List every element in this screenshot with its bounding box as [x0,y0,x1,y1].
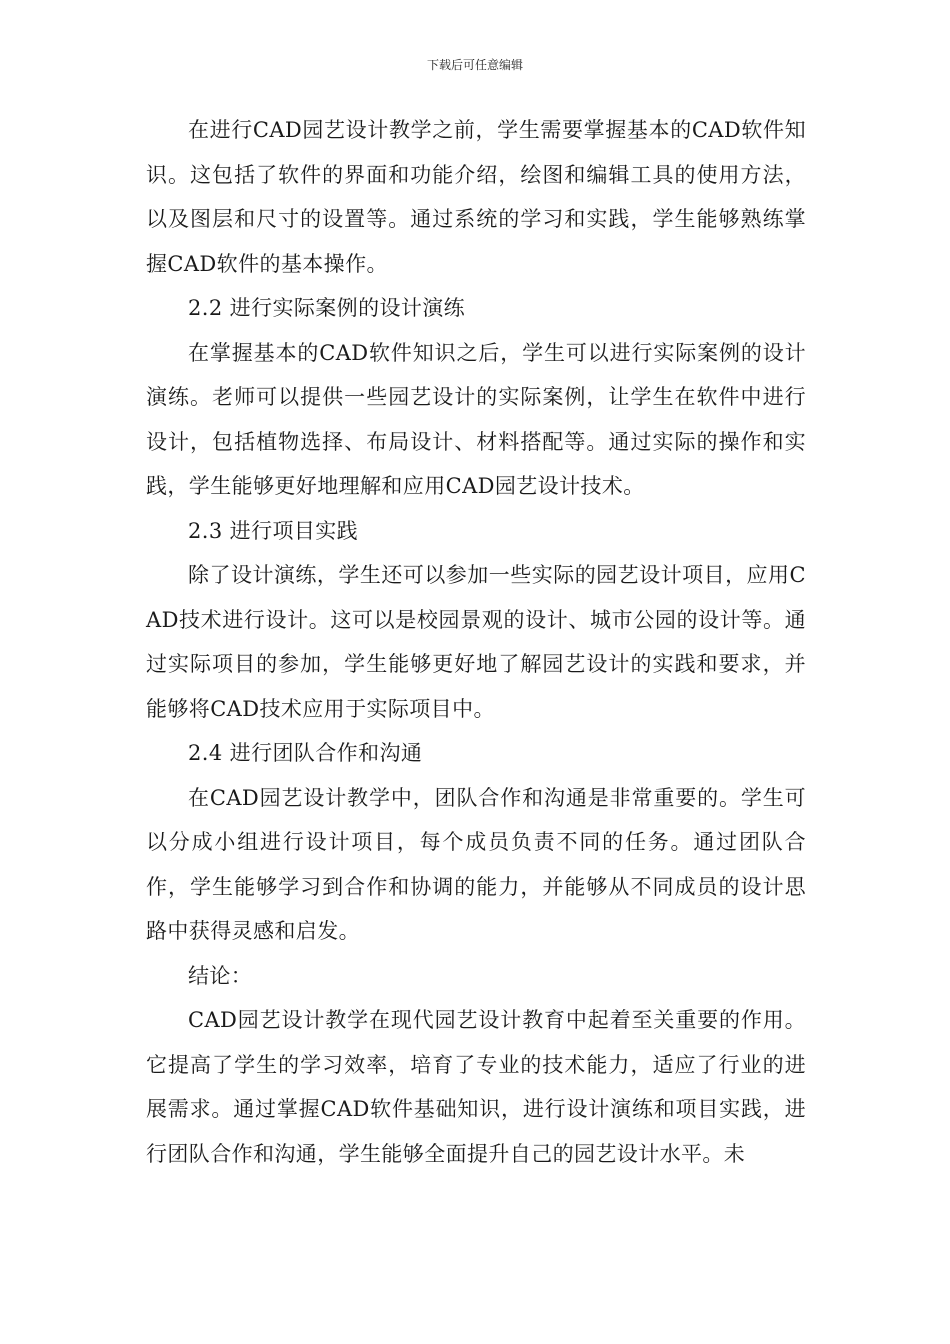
page-header: 下载后可任意编辑 [426,58,523,72]
conclusion-heading: 结论： [188,963,253,988]
paragraph-conclusion: CAD园艺设计教学在现代园艺设计教育中起着至关重要的作用。它提高了学生的学习效率，培育了专业的技术能力，适应了行业的进展需求。通过掌握CAD软件基础知识，进行设计演练和项目实践，进行团队合作和沟通，学生能够全面提升自己的园艺设计水平。未 [146,1008,806,1166]
section-heading-2-3: 2.3 进行项目实践 [188,518,359,543]
document-body [146,108,806,1176]
paragraph-teamwork: 在CAD园艺设计教学中，团队合作和沟通是非常重要的。学生可以分成小组进行设计项目，每个成员负责不同的任务。通过团队合作，学生能够学习到合作和协调的能力，并能够从不同成员的设计思路中获得灵感和启发。 [146,785,806,943]
paragraph-case-practice: 在掌握基本的CAD软件知识之后，学生可以进行实际案例的设计演练。老师可以提供一些园艺设计的实际案例，让学生在软件中进行设计，包括植物选择、布局设计、材料搭配等。通过实际的操作和实践，学生能够更好地理解和应用CAD园艺设计技术。 [146,340,806,498]
paragraph-cad-basics: 在进行CAD园艺设计教学之前，学生需要掌握基本的CAD软件知识。这包括了软件的界面和功能介绍，绘图和编辑工具的使用方法，以及图层和尺寸的设置等。通过系统的学习和实践，学生能够熟练掌握CAD软件的基本操作。 [146,118,806,276]
section-heading-2-4: 2.4 进行团队合作和沟通 [188,741,423,765]
section-heading-2-2: 2.2 进行实际案例的设计演练 [188,296,466,320]
paragraph-project-practice: 除了设计演练，学生还可以参加一些实际的园艺设计项目，应用CAD技术进行设计。这可以是校园景观的设计、城市公园的设计等。通过实际项目的参加，学生能够更好地了解园艺设计的实践和要求，并能够将CAD技术应用于实际项目中。 [146,563,806,721]
